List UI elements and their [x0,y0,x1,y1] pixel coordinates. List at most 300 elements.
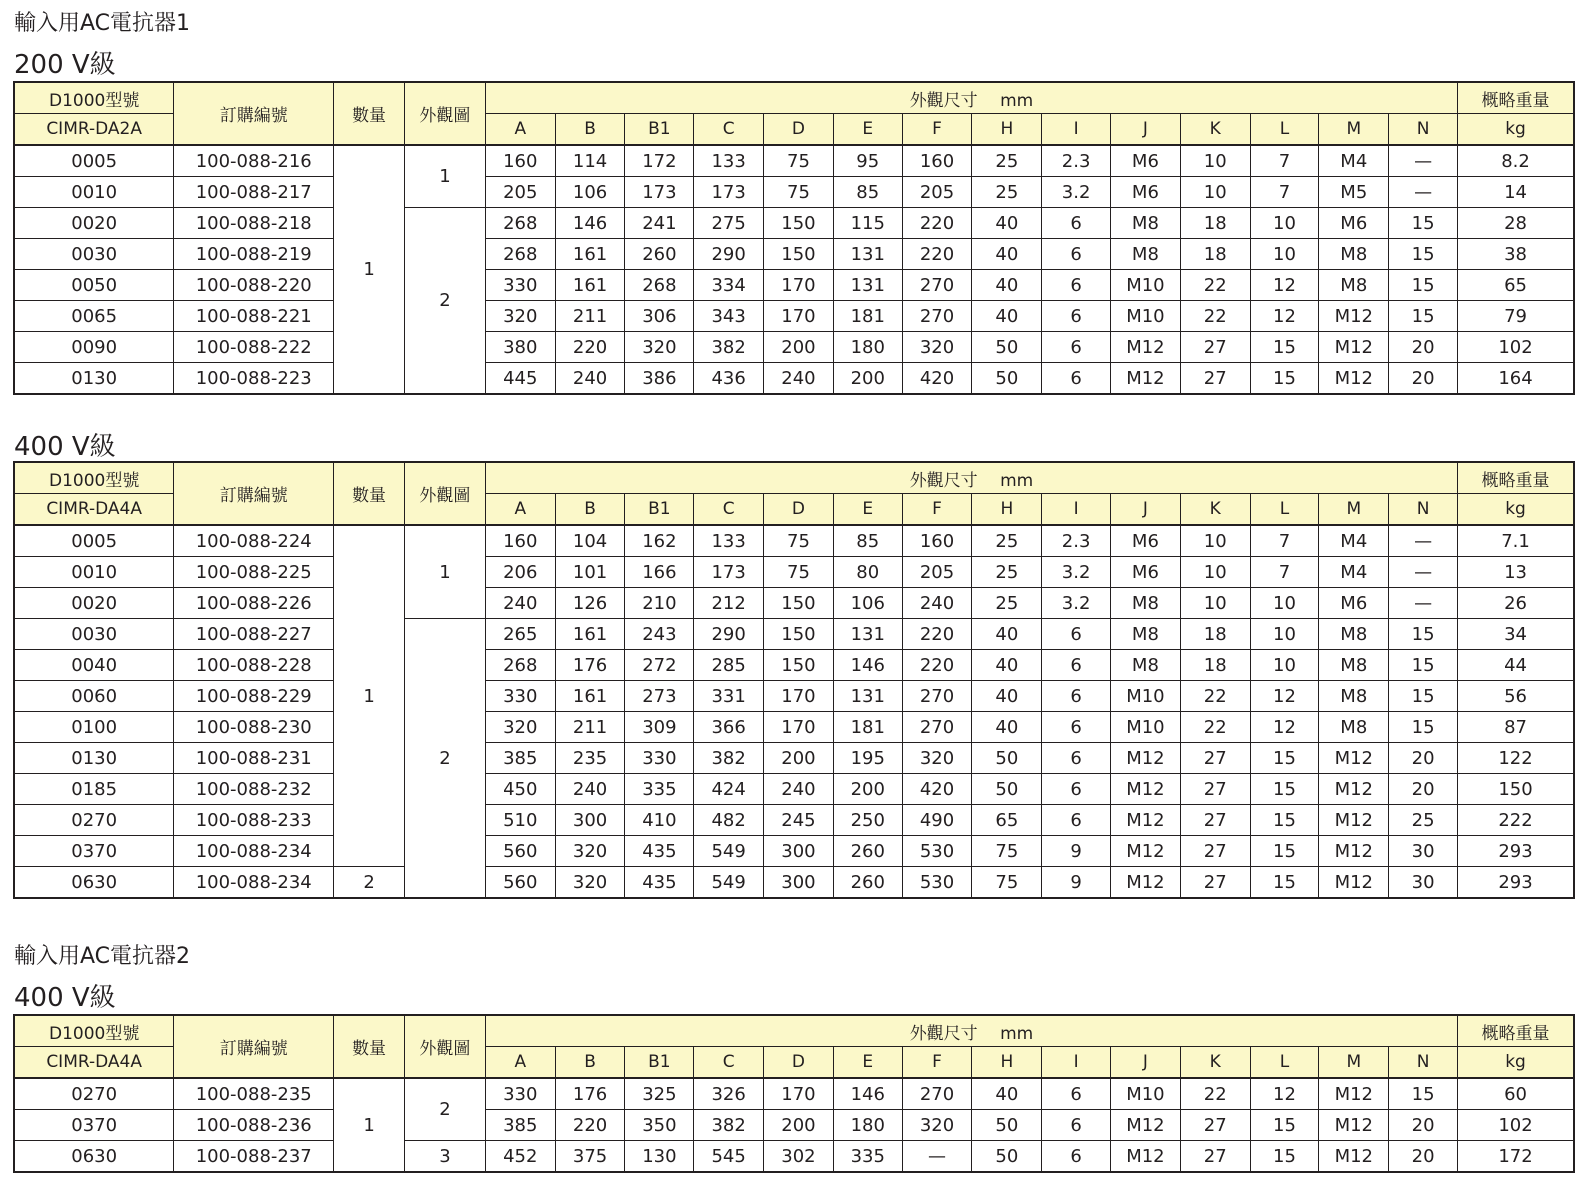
cell-dim-n: 20 [1389,1141,1458,1173]
cell-dim-b1: 386 [625,363,694,395]
cell-dim-f: 160 [902,145,972,177]
cell-dim-b1: 272 [625,650,694,681]
cell-dim-n: 15 [1389,208,1458,239]
cell-dim-f: 240 [902,588,972,619]
cell-dim-m: M12 [1319,774,1389,805]
cell-dim-m: M12 [1319,1078,1389,1110]
cell-dim-h: 40 [972,239,1042,270]
cell-dim-a: 268 [485,208,555,239]
section-title-reactor-1: 輸入用AC電抗器1 [14,11,191,36]
cell-dim-h: 50 [972,774,1042,805]
header-dim-b: B [555,114,625,146]
cell-dim-n: 15 [1389,681,1458,712]
header-dim-j: J [1111,494,1181,526]
cell-weight: 7.1 [1458,525,1574,557]
cell-dim-n: — [1389,145,1458,177]
cell-dim-h: 40 [972,681,1042,712]
table-row [14,239,1574,270]
cell-dim-f: 220 [902,650,972,681]
cell-dim-n: 15 [1389,712,1458,743]
cell-order-number: 100-088-216 [174,145,334,177]
cell-weight: 60 [1458,1078,1574,1110]
cell-model: 0100 [14,712,174,743]
header-model-series: CIMR-DA4A [14,494,174,526]
cell-dim-b: 240 [555,774,625,805]
header-dim-l: L [1250,114,1319,146]
cell-dim-e: 180 [833,332,902,363]
cell-dim-f: 220 [902,208,972,239]
table-row [14,588,1574,619]
header-row [14,1015,1574,1047]
table-row [14,619,1574,650]
cell-dim-b1: 243 [625,619,694,650]
cell-dim-h: 25 [972,525,1042,557]
header-model-label: D1000型號 [14,82,174,114]
cell-order-number: 100-088-234 [174,836,334,867]
cell-order-number: 100-088-237 [174,1141,334,1173]
cell-dim-h: 40 [972,208,1042,239]
cell-model: 0005 [14,525,174,557]
cell-dim-n: 15 [1389,301,1458,332]
header-dim-f: F [902,114,972,146]
cell-dim-m: M8 [1319,650,1389,681]
cell-dim-h: 50 [972,363,1042,395]
cell-dim-k: 18 [1180,208,1250,239]
cell-dim-c: 482 [694,805,764,836]
cell-dim-h: 50 [972,1141,1042,1173]
cell-dim-b1: 306 [625,301,694,332]
cell-dim-a: 206 [485,557,555,588]
cell-dim-i: 2.3 [1042,525,1111,557]
table-row [14,867,1574,899]
cell-dim-d: 170 [764,1078,834,1110]
cell-dim-l: 12 [1250,712,1319,743]
cell-dim-i: 6 [1042,239,1111,270]
cell-dim-c: 173 [694,557,764,588]
cell-dim-c: 334 [694,270,764,301]
cell-dim-f: 205 [902,557,972,588]
header-model-series: CIMR-DA2A [14,114,174,146]
cell-dim-a: 510 [485,805,555,836]
cell-dim-c: 382 [694,332,764,363]
cell-dim-e: 131 [833,619,902,650]
cell-dim-k: 10 [1180,177,1250,208]
cell-dim-l: 15 [1250,805,1319,836]
cell-dim-j: M6 [1111,145,1181,177]
cell-order-number: 100-088-232 [174,774,334,805]
cell-dim-j: M6 [1111,177,1181,208]
cell-dim-a: 330 [485,270,555,301]
cell-dim-d: 150 [764,619,834,650]
cell-dim-d: 200 [764,743,834,774]
header-row [14,462,1574,494]
cell-dim-c: 545 [694,1141,764,1173]
cell-dim-d: 240 [764,774,834,805]
cell-dim-a: 320 [485,301,555,332]
cell-dim-k: 27 [1180,867,1250,899]
cell-weight: 44 [1458,650,1574,681]
cell-dim-e: 131 [833,681,902,712]
header-dim-d: D [764,114,834,146]
cell-dim-c: 424 [694,774,764,805]
table-row [14,743,1574,774]
cell-dim-m: M5 [1319,177,1389,208]
header-model-series: CIMR-DA4A [14,1047,174,1079]
cell-dim-k: 27 [1180,363,1250,395]
cell-dim-b1: 173 [625,177,694,208]
header-dim-c: C [694,114,764,146]
cell-dim-j: M6 [1111,525,1181,557]
cell-dim-j: M10 [1111,681,1181,712]
cell-dim-n: 20 [1389,1110,1458,1141]
cell-dim-l: 15 [1250,1110,1319,1141]
cell-dim-h: 50 [972,743,1042,774]
cell-dim-a: 320 [485,712,555,743]
cell-dim-d: 300 [764,836,834,867]
cell-dim-k: 10 [1180,557,1250,588]
cell-quantity: 1 [334,525,405,867]
cell-dim-h: 40 [972,650,1042,681]
cell-dim-j: M12 [1111,743,1181,774]
cell-dim-c: 436 [694,363,764,395]
cell-weight: 38 [1458,239,1574,270]
cell-dim-c: 326 [694,1078,764,1110]
cell-dim-i: 6 [1042,208,1111,239]
cell-dim-b: 240 [555,363,625,395]
header-dim-c: C [694,1047,764,1079]
cell-dim-n: — [1389,557,1458,588]
cell-dim-b1: 410 [625,805,694,836]
cell-dim-e: 146 [833,650,902,681]
cell-dim-e: 260 [833,867,902,899]
header-dim-m: M [1319,114,1389,146]
cell-dim-a: 560 [485,836,555,867]
cell-dim-k: 22 [1180,270,1250,301]
spec-table-400v-reactor-2 [13,1014,1575,1173]
cell-dim-b1: 273 [625,681,694,712]
cell-dim-n: 20 [1389,743,1458,774]
cell-dim-m: M6 [1319,588,1389,619]
cell-dim-j: M8 [1111,588,1181,619]
cell-order-number: 100-088-227 [174,619,334,650]
cell-model: 0130 [14,743,174,774]
cell-dim-k: 10 [1180,145,1250,177]
cell-dim-a: 205 [485,177,555,208]
table-row [14,177,1574,208]
header-dim-b1: B1 [625,494,694,526]
cell-dim-n: 15 [1389,239,1458,270]
cell-dim-f: 270 [902,681,972,712]
cell-dim-i: 6 [1042,332,1111,363]
cell-dim-b: 106 [555,177,625,208]
cell-dim-j: M12 [1111,867,1181,899]
cell-dim-d: 150 [764,588,834,619]
cell-dim-i: 6 [1042,363,1111,395]
cell-dim-h: 75 [972,867,1042,899]
cell-dim-m: M12 [1319,867,1389,899]
cell-dim-l: 15 [1250,1141,1319,1173]
cell-model: 0270 [14,1078,174,1110]
cell-dim-e: 181 [833,712,902,743]
cell-dim-f: 490 [902,805,972,836]
header-dimensions: 外觀尺寸 mm [485,82,1457,114]
header-dim-j: J [1111,114,1181,146]
cell-dim-h: 50 [972,1110,1042,1141]
cell-dim-c: 366 [694,712,764,743]
cell-dim-k: 22 [1180,1078,1250,1110]
cell-dim-l: 15 [1250,743,1319,774]
header-model-label: D1000型號 [14,1015,174,1047]
cell-dim-l: 7 [1250,145,1319,177]
header-dim-i: I [1042,494,1111,526]
cell-dim-k: 18 [1180,239,1250,270]
header-dim-l: L [1250,494,1319,526]
cell-dim-b1: 210 [625,588,694,619]
cell-order-number: 100-088-231 [174,743,334,774]
cell-dim-a: 160 [485,145,555,177]
cell-dim-d: 75 [764,145,834,177]
cell-dim-i: 6 [1042,650,1111,681]
cell-dim-b: 114 [555,145,625,177]
cell-dim-m: M12 [1319,743,1389,774]
cell-dim-l: 15 [1250,774,1319,805]
cell-dim-f: 205 [902,177,972,208]
cell-dim-h: 40 [972,1078,1042,1110]
cell-dim-b1: 130 [625,1141,694,1173]
cell-dim-f: 530 [902,836,972,867]
cell-dim-b: 146 [555,208,625,239]
header-dim-i: I [1042,114,1111,146]
cell-dim-k: 10 [1180,525,1250,557]
header-dim-h: H [972,494,1042,526]
table-row [14,1110,1574,1141]
header-dim-e: E [833,1047,902,1079]
cell-weight: 14 [1458,177,1574,208]
cell-dim-k: 27 [1180,1110,1250,1141]
header-row [14,82,1574,114]
cell-dim-n: 15 [1389,619,1458,650]
header-dim-e: E [833,114,902,146]
cell-dim-c: 549 [694,867,764,899]
cell-dim-i: 6 [1042,805,1111,836]
cell-weight: 150 [1458,774,1574,805]
table-row [14,208,1574,239]
cell-order-number: 100-088-229 [174,681,334,712]
cell-dim-i: 6 [1042,1078,1111,1110]
cell-model: 0020 [14,208,174,239]
header-dim-m: M [1319,494,1389,526]
cell-dim-h: 25 [972,145,1042,177]
table-row [14,525,1574,557]
cell-dim-b1: 162 [625,525,694,557]
voltage-class-400v: 400 V級 [14,432,116,462]
header-quantity: 數量 [334,82,405,145]
cell-dim-e: 115 [833,208,902,239]
cell-dim-f: 320 [902,332,972,363]
cell-weight: 172 [1458,1141,1574,1173]
cell-dim-a: 268 [485,650,555,681]
cell-dim-e: 146 [833,1078,902,1110]
cell-dim-c: 290 [694,619,764,650]
cell-weight: 28 [1458,208,1574,239]
header-model-label: D1000型號 [14,462,174,494]
table-body [14,145,1574,394]
cell-dim-f: 270 [902,301,972,332]
cell-model: 0005 [14,145,174,177]
cell-dim-h: 40 [972,270,1042,301]
cell-dim-k: 22 [1180,301,1250,332]
cell-dim-h: 40 [972,301,1042,332]
cell-dim-f: 270 [902,712,972,743]
cell-dim-m: M8 [1319,619,1389,650]
cell-dim-b: 300 [555,805,625,836]
table-header [14,462,1574,525]
cell-dim-n: — [1389,588,1458,619]
table-row [14,1141,1574,1173]
cell-dim-d: 170 [764,270,834,301]
cell-dim-n: 20 [1389,363,1458,395]
cell-weight: 102 [1458,1110,1574,1141]
cell-dim-a: 265 [485,619,555,650]
cell-dim-j: M10 [1111,301,1181,332]
header-weight-unit: kg [1458,114,1574,146]
cell-dim-j: M12 [1111,332,1181,363]
cell-dim-c: 382 [694,1110,764,1141]
cell-dim-l: 10 [1250,619,1319,650]
cell-quantity: 1 [334,145,405,394]
header-dim-c: C [694,494,764,526]
cell-dim-i: 9 [1042,867,1111,899]
cell-dim-i: 6 [1042,1110,1111,1141]
header-dim-j: J [1111,1047,1181,1079]
cell-dim-i: 6 [1042,619,1111,650]
table-row [14,805,1574,836]
cell-dim-i: 3.2 [1042,177,1111,208]
cell-dim-k: 27 [1180,332,1250,363]
cell-dim-d: 170 [764,681,834,712]
cell-dim-e: 106 [833,588,902,619]
header-quantity: 數量 [334,462,405,525]
cell-order-number: 100-088-218 [174,208,334,239]
cell-weight: 102 [1458,332,1574,363]
table-row [14,145,1574,177]
cell-dim-l: 15 [1250,836,1319,867]
header-dim-b: B [555,1047,625,1079]
cell-dim-d: 240 [764,363,834,395]
cell-dim-i: 9 [1042,836,1111,867]
header-dim-k: K [1180,494,1250,526]
header-dim-h: H [972,1047,1042,1079]
cell-dim-b1: 350 [625,1110,694,1141]
cell-order-number: 100-088-220 [174,270,334,301]
table-row [14,557,1574,588]
cell-dim-b1: 330 [625,743,694,774]
table-row [14,270,1574,301]
cell-dim-c: 133 [694,525,764,557]
cell-dim-d: 75 [764,525,834,557]
cell-dim-c: 275 [694,208,764,239]
cell-dim-b: 161 [555,270,625,301]
cell-model: 0630 [14,1141,174,1173]
cell-dim-h: 40 [972,619,1042,650]
cell-dim-i: 6 [1042,774,1111,805]
header-weight-unit: kg [1458,494,1574,526]
cell-dim-n: 20 [1389,332,1458,363]
cell-model: 0020 [14,588,174,619]
cell-dim-j: M12 [1111,1110,1181,1141]
cell-dim-b: 161 [555,619,625,650]
cell-dim-b: 211 [555,301,625,332]
cell-dim-b1: 241 [625,208,694,239]
cell-model: 0090 [14,332,174,363]
cell-dim-k: 10 [1180,588,1250,619]
cell-dim-n: — [1389,177,1458,208]
cell-dim-m: M12 [1319,836,1389,867]
cell-weight: 13 [1458,557,1574,588]
cell-dim-j: M10 [1111,712,1181,743]
header-dim-l: L [1250,1047,1319,1079]
cell-dim-d: 302 [764,1141,834,1173]
cell-dim-f: 420 [902,363,972,395]
cell-dim-n: 15 [1389,1078,1458,1110]
cell-dim-c: 331 [694,681,764,712]
cell-dim-d: 75 [764,177,834,208]
cell-dim-b: 104 [555,525,625,557]
header-weight: 概略重量 [1458,462,1574,494]
cell-dim-h: 25 [972,557,1042,588]
cell-dim-l: 7 [1250,557,1319,588]
cell-order-number: 100-088-221 [174,301,334,332]
cell-dim-c: 212 [694,588,764,619]
cell-dim-n: 30 [1389,836,1458,867]
header-dim-m: M [1319,1047,1389,1079]
cell-dim-k: 22 [1180,712,1250,743]
cell-dim-k: 18 [1180,650,1250,681]
cell-dim-j: M10 [1111,270,1181,301]
cell-dim-i: 6 [1042,301,1111,332]
cell-dim-f: 220 [902,239,972,270]
cell-dim-a: 380 [485,332,555,363]
cell-dim-l: 15 [1250,332,1319,363]
cell-dim-b1: 260 [625,239,694,270]
cell-dim-a: 160 [485,525,555,557]
cell-dim-b: 220 [555,332,625,363]
cell-dim-j: M12 [1111,774,1181,805]
cell-dim-e: 95 [833,145,902,177]
cell-dim-b: 126 [555,588,625,619]
header-dim-a: A [485,1047,555,1079]
cell-dim-c: 285 [694,650,764,681]
table-row [14,836,1574,867]
header-dim-d: D [764,1047,834,1079]
cell-dim-j: M12 [1111,836,1181,867]
cell-order-number: 100-088-224 [174,525,334,557]
cell-outline-figure: 1 [404,525,485,619]
cell-dim-h: 25 [972,177,1042,208]
cell-dim-f: 320 [902,743,972,774]
cell-dim-a: 240 [485,588,555,619]
cell-order-number: 100-088-219 [174,239,334,270]
spec-table-200v [13,81,1575,395]
header-weight-unit: kg [1458,1047,1574,1079]
cell-dim-b: 375 [555,1141,625,1173]
cell-dim-n: — [1389,525,1458,557]
cell-dim-h: 65 [972,805,1042,836]
cell-dim-m: M12 [1319,1110,1389,1141]
cell-dim-h: 25 [972,588,1042,619]
cell-dim-e: 80 [833,557,902,588]
header-weight: 概略重量 [1458,1015,1574,1047]
